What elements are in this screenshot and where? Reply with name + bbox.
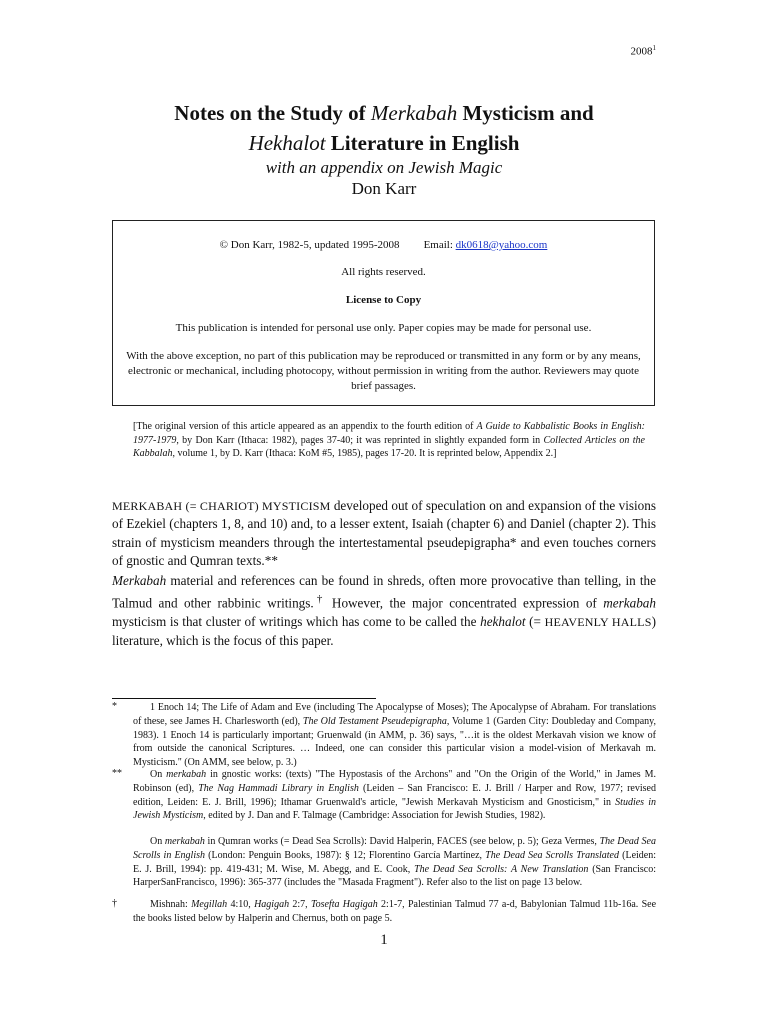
footnote-text: 1 Enoch 14; The Life of Adam and Eve (including The Apocalypse of Moses); The Apocalypse of Abraham. For translations of these, see James H. Charlesworth (ed), xyxy=(133,702,656,727)
footnote-text: (London: Penguin Books, 1987): § 12; Florentino García Martínez, xyxy=(205,849,486,861)
paragraph-text: mysticism is that cluster of writings which has come to be called the xyxy=(112,614,481,630)
footnote-mark: ** xyxy=(112,768,122,779)
rights-reserved: All rights reserved. xyxy=(341,266,426,278)
subtitle: with an appendix on Jewish Magic xyxy=(265,158,503,177)
small-caps-text: HEAVENLY HALLS xyxy=(544,615,652,630)
footnote-italic: Studies in Jewish Mysticism xyxy=(133,796,656,822)
footnote-text: (Leiden: E. J. Brill, 1994): pp. 419-431; M. Wise, M. Abegg, and E. Cook, xyxy=(133,849,657,875)
footnote-3 xyxy=(133,898,656,926)
header-year xyxy=(631,44,657,58)
copyright-text: © Don Karr, 1982-5, updated 1995-2008 xyxy=(219,239,400,251)
footnote-italic: Megillah xyxy=(191,899,228,910)
footnote-italic: The Nag Hammadi Library in English xyxy=(198,782,359,794)
page-number: 1 xyxy=(380,932,388,948)
footnote-ref: † xyxy=(313,593,326,606)
small-caps-lead: MERKABAH (= CHARIOT) MYSTICISM xyxy=(112,499,331,513)
paragraph-text: developed out of speculation on and expansion of the visions of Ezekiel (chapters 1, 8, and 10) and, to a lesser extent, Isaiah (chapter 6) and Daniel (chapter 2). This strain of mysticism meanders through the intertestamental pseudepigrapha* and even touches corners of gnostic and Qumran texts.** xyxy=(112,498,656,569)
footnote-rule xyxy=(112,698,376,699)
title-text: Literature in English xyxy=(325,131,520,155)
footnote-italic: merkabah xyxy=(164,836,205,847)
paragraph-text: (= xyxy=(525,614,545,630)
footnote-text: 2:1-7, Palestinian Talmud 77 a-d, Babylonian Talmud 11b-16a. See the books listed below by Halperin and Chernus, both on page 5. xyxy=(133,899,657,924)
note-italic: A Guide to Kabbalistic Books in English: 1977-1979 xyxy=(133,421,645,446)
footnote-text: , Volume 1 (Garden City: Doubleday and Company, 1983). 1 Enoch 14 is particularly important; Gruenwald (in AMM, p. 36) says, "…it is the oldest Merkavah vision we know of from outside the canonical Scriptures. … Indeed, one can consider this particular vision a model-vision of Merkavah m. Mysticism." (On AMM, see below, p. 3.) xyxy=(133,715,656,769)
footnote-italic: The Old Testament Pseudepigrapha xyxy=(302,715,447,727)
footnote-text: On xyxy=(150,836,165,847)
footnote-mark: * xyxy=(112,701,117,712)
paragraph-text: ) literature, which is the focus of this paper. xyxy=(112,614,656,648)
footnote-italic: Hagigah xyxy=(254,899,290,910)
personal-use-text: This publication is intended for personal use only. Paper copies may be made for personal use. xyxy=(175,322,592,334)
footnote-italic: The Dead Sea Scrolls in English xyxy=(133,836,656,861)
footnote-italic: Tosefta Hagigah xyxy=(310,899,378,910)
footnote-2 xyxy=(133,768,656,823)
publication-note xyxy=(133,420,645,461)
footnote-text: 4:10, xyxy=(227,899,255,910)
footnote-1 xyxy=(133,701,656,770)
footnote-text: Mishnah: xyxy=(150,899,192,910)
footnote-italic: merkabah xyxy=(166,769,207,780)
email-label: Email: xyxy=(423,239,456,251)
title-text: Mysticism and xyxy=(457,101,594,125)
paragraph-italic: merkabah xyxy=(603,595,656,611)
footnote-text: (Leiden – San Francisco: E. J. Brill / Harper and Row, 1977; revised edition, Leiden: E. J. Brill, 1996); Ithamar Gruenwald's article, "Jewish Merkavah Mysticism and Gnosticism," in xyxy=(133,782,656,808)
note-italic: Collected Articles on the Kabbalah xyxy=(133,434,645,459)
document-title xyxy=(0,98,768,158)
footnote-text: (San Francisco: HarperSanFrancisco, 1996): 365-377 (includes the "Masada Fragment"). Refer also to the list on page 13 below. xyxy=(133,863,656,889)
footnote-text: On xyxy=(150,769,167,780)
title-italic: Merkabah xyxy=(370,101,458,125)
year-superscript: 1 xyxy=(652,44,656,52)
footnote-text: 2:7, xyxy=(289,899,311,910)
note-text: [The original version of this article appeared as an appendix to the fourth edition of xyxy=(133,421,477,432)
body-paragraph-2 xyxy=(112,572,656,650)
email-link[interactable]: dk0618@yahoo.com xyxy=(455,239,548,251)
title-text: Notes on the Study of xyxy=(174,101,371,125)
footnote-italic: The Dead Sea Scrolls Translated xyxy=(485,849,619,861)
paragraph-text: material and references can be found in shreds, often more provocative than telling, in the Talmud and other rabbinic writings. xyxy=(112,573,656,611)
exception-text: With the above exception, no part of this publication may be reproduced or transmitted in any form or by any means, electronic or mechanical, including photocopy, without permission in writing from the author. Reviewers may quote brief passages. xyxy=(126,350,641,392)
copyright-line xyxy=(121,238,646,253)
paragraph-italic: hekhalot xyxy=(480,614,526,630)
note-text: , volume 1, by D. Karr (Ithaca: KoM #5, 1985), pages 17-20. It is reprinted below, Appendix 2.] xyxy=(172,448,557,459)
footnote-text: in gnostic works: (texts) "The Hypostasis of the Archons" and "On the Origin of the World," in James M. Robinson (ed), xyxy=(133,769,656,794)
license-heading: License to Copy xyxy=(345,294,422,306)
footnote-text: in Qumran works (= Dead Sea Scrolls): David Halperin, FACES (see below, p. 5); Geza Vermes, xyxy=(204,836,600,847)
footnote-italic: The Dead Sea Scrolls: A New Translation xyxy=(414,863,589,875)
title-italic: Hekhalot xyxy=(248,131,326,155)
copyright-notice-box xyxy=(112,220,655,406)
body-paragraph-1 xyxy=(112,497,656,571)
footnote-mark: † xyxy=(112,898,117,909)
author: Don Karr xyxy=(351,179,417,198)
note-text: , by Don Karr (Ithaca: 1982), pages 37-40; it was reprinted in slightly expanded form in xyxy=(176,434,544,446)
footnote-2-continued xyxy=(133,835,656,890)
year-text: 2008 xyxy=(630,45,653,58)
paragraph-italic: Merkabah xyxy=(112,573,167,588)
footnote-text: , edited by J. Dan and F. Talmage (Cambridge: Association for Jewish Studies, 1982). xyxy=(203,810,546,822)
paragraph-text: However, the major concentrated expression of xyxy=(325,595,604,611)
